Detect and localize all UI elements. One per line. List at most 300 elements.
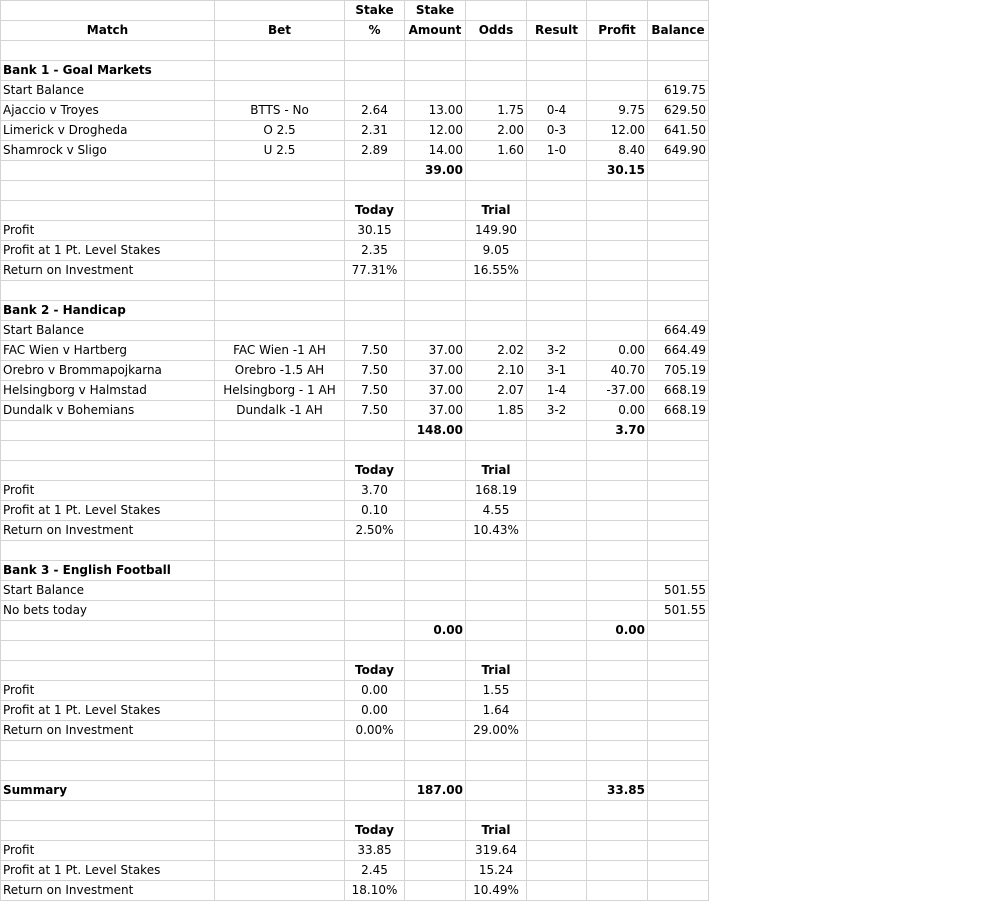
- sheet-cell[interactable]: [345, 281, 405, 301]
- sheet-cell[interactable]: Dundalk v Bohemians: [1, 401, 215, 421]
- sheet-cell[interactable]: [587, 521, 648, 541]
- sheet-cell[interactable]: [587, 661, 648, 681]
- sheet-cell[interactable]: [587, 321, 648, 341]
- sheet-cell[interactable]: [587, 41, 648, 61]
- sheet-cell[interactable]: Profit: [1, 481, 215, 501]
- sheet-cell[interactable]: 168.19: [466, 481, 527, 501]
- sheet-cell[interactable]: [527, 321, 587, 341]
- sheet-cell[interactable]: 37.00: [405, 401, 466, 421]
- sheet-cell[interactable]: Odds: [466, 21, 527, 41]
- sheet-cell[interactable]: 0-3: [527, 121, 587, 141]
- sheet-cell[interactable]: [215, 161, 345, 181]
- sheet-cell[interactable]: 12.00: [405, 121, 466, 141]
- sheet-cell[interactable]: [466, 161, 527, 181]
- sheet-cell[interactable]: 2.31: [345, 121, 405, 141]
- sheet-cell[interactable]: [587, 1, 648, 21]
- sheet-cell[interactable]: [215, 41, 345, 61]
- sheet-cell[interactable]: [587, 281, 648, 301]
- sheet-cell[interactable]: [215, 861, 345, 881]
- sheet-cell[interactable]: 39.00: [405, 161, 466, 181]
- sheet-cell[interactable]: 77.31%: [345, 261, 405, 281]
- sheet-cell[interactable]: [466, 781, 527, 801]
- sheet-cell[interactable]: [466, 601, 527, 621]
- sheet-cell[interactable]: [466, 621, 527, 641]
- sheet-cell[interactable]: 149.90: [466, 221, 527, 241]
- sheet-cell[interactable]: Today: [345, 661, 405, 681]
- sheet-cell[interactable]: [215, 81, 345, 101]
- sheet-cell[interactable]: [1, 821, 215, 841]
- sheet-cell[interactable]: 7.50: [345, 341, 405, 361]
- sheet-cell[interactable]: Today: [345, 201, 405, 221]
- sheet-cell[interactable]: [587, 701, 648, 721]
- sheet-cell[interactable]: [466, 421, 527, 441]
- sheet-cell[interactable]: 30.15: [587, 161, 648, 181]
- sheet-cell[interactable]: 501.55: [648, 581, 709, 601]
- sheet-cell[interactable]: 37.00: [405, 341, 466, 361]
- sheet-cell[interactable]: 33.85: [587, 781, 648, 801]
- sheet-cell[interactable]: [215, 601, 345, 621]
- sheet-cell[interactable]: 3-2: [527, 341, 587, 361]
- sheet-cell[interactable]: [405, 261, 466, 281]
- sheet-cell[interactable]: [345, 421, 405, 441]
- sheet-cell[interactable]: 0.00%: [345, 721, 405, 741]
- sheet-cell[interactable]: 12.00: [587, 121, 648, 141]
- sheet-cell[interactable]: 29.00%: [466, 721, 527, 741]
- sheet-cell[interactable]: 649.90: [648, 141, 709, 161]
- sheet-cell[interactable]: [527, 601, 587, 621]
- sheet-cell[interactable]: Orebro v Brommapojkarna: [1, 361, 215, 381]
- sheet-cell[interactable]: [405, 241, 466, 261]
- sheet-cell[interactable]: [215, 61, 345, 81]
- sheet-cell[interactable]: [215, 561, 345, 581]
- sheet-cell[interactable]: [405, 681, 466, 701]
- sheet-cell[interactable]: 2.35: [345, 241, 405, 261]
- sheet-cell[interactable]: 30.15: [345, 221, 405, 241]
- sheet-cell[interactable]: 1.64: [466, 701, 527, 721]
- sheet-cell[interactable]: [527, 81, 587, 101]
- sheet-cell[interactable]: [527, 701, 587, 721]
- sheet-cell[interactable]: [345, 61, 405, 81]
- sheet-cell[interactable]: [215, 821, 345, 841]
- sheet-cell[interactable]: [466, 81, 527, 101]
- sheet-cell[interactable]: Return on Investment: [1, 261, 215, 281]
- sheet-cell[interactable]: 7.50: [345, 401, 405, 421]
- sheet-cell[interactable]: -37.00: [587, 381, 648, 401]
- sheet-cell[interactable]: [405, 741, 466, 761]
- sheet-cell[interactable]: 2.45: [345, 861, 405, 881]
- sheet-cell[interactable]: [587, 721, 648, 741]
- sheet-cell[interactable]: [527, 861, 587, 881]
- sheet-cell[interactable]: [527, 661, 587, 681]
- sheet-cell[interactable]: [405, 641, 466, 661]
- sheet-cell[interactable]: [345, 761, 405, 781]
- sheet-cell[interactable]: [648, 641, 709, 661]
- sheet-cell[interactable]: [648, 881, 709, 901]
- sheet-cell[interactable]: [1, 161, 215, 181]
- sheet-cell[interactable]: 619.75: [648, 81, 709, 101]
- sheet-cell[interactable]: [527, 461, 587, 481]
- sheet-cell[interactable]: [466, 301, 527, 321]
- sheet-cell[interactable]: [215, 841, 345, 861]
- sheet-cell[interactable]: [527, 641, 587, 661]
- sheet-cell[interactable]: Trial: [466, 661, 527, 681]
- sheet-cell[interactable]: [527, 741, 587, 761]
- sheet-cell[interactable]: [527, 221, 587, 241]
- sheet-cell[interactable]: [405, 521, 466, 541]
- sheet-cell[interactable]: 0.00: [345, 681, 405, 701]
- sheet-cell[interactable]: [527, 1, 587, 21]
- sheet-cell[interactable]: Summary: [1, 781, 215, 801]
- sheet-cell[interactable]: [527, 881, 587, 901]
- sheet-cell[interactable]: [466, 281, 527, 301]
- sheet-cell[interactable]: [215, 661, 345, 681]
- sheet-cell[interactable]: [1, 1, 215, 21]
- sheet-cell[interactable]: [345, 561, 405, 581]
- sheet-cell[interactable]: [345, 581, 405, 601]
- sheet-cell[interactable]: Return on Investment: [1, 521, 215, 541]
- sheet-cell[interactable]: [527, 261, 587, 281]
- sheet-cell[interactable]: [587, 461, 648, 481]
- sheet-cell[interactable]: 3-2: [527, 401, 587, 421]
- sheet-cell[interactable]: [587, 261, 648, 281]
- sheet-cell[interactable]: [405, 461, 466, 481]
- sheet-cell[interactable]: [587, 561, 648, 581]
- sheet-cell[interactable]: [648, 521, 709, 541]
- sheet-cell[interactable]: Bet: [215, 21, 345, 41]
- sheet-cell[interactable]: [215, 701, 345, 721]
- sheet-cell[interactable]: [215, 621, 345, 641]
- sheet-cell[interactable]: [587, 441, 648, 461]
- sheet-cell[interactable]: [405, 221, 466, 241]
- sheet-cell[interactable]: [215, 461, 345, 481]
- sheet-cell[interactable]: [466, 741, 527, 761]
- sheet-cell[interactable]: [648, 281, 709, 301]
- sheet-cell[interactable]: [648, 721, 709, 741]
- sheet-cell[interactable]: [648, 821, 709, 841]
- sheet-cell[interactable]: [527, 61, 587, 81]
- sheet-cell[interactable]: 10.49%: [466, 881, 527, 901]
- sheet-cell[interactable]: [405, 41, 466, 61]
- sheet-cell[interactable]: [466, 321, 527, 341]
- sheet-cell[interactable]: Bank 3 - English Football: [1, 561, 215, 581]
- sheet-cell[interactable]: 187.00: [405, 781, 466, 801]
- sheet-cell[interactable]: [1, 801, 215, 821]
- sheet-cell[interactable]: 3.70: [345, 481, 405, 501]
- sheet-cell[interactable]: [648, 661, 709, 681]
- sheet-cell[interactable]: 13.00: [405, 101, 466, 121]
- sheet-cell[interactable]: Profit at 1 Pt. Level Stakes: [1, 861, 215, 881]
- sheet-cell[interactable]: [215, 501, 345, 521]
- sheet-cell[interactable]: [345, 781, 405, 801]
- sheet-cell[interactable]: [215, 761, 345, 781]
- sheet-cell[interactable]: %: [345, 21, 405, 41]
- sheet-cell[interactable]: [405, 181, 466, 201]
- sheet-cell[interactable]: Profit: [1, 841, 215, 861]
- sheet-cell[interactable]: Helsingborg - 1 AH: [215, 381, 345, 401]
- sheet-cell[interactable]: [587, 601, 648, 621]
- sheet-cell[interactable]: 2.50%: [345, 521, 405, 541]
- sheet-cell[interactable]: [215, 481, 345, 501]
- sheet-cell[interactable]: Bank 1 - Goal Markets: [1, 61, 215, 81]
- sheet-cell[interactable]: 668.19: [648, 401, 709, 421]
- sheet-cell[interactable]: 0.00: [587, 401, 648, 421]
- sheet-cell[interactable]: 319.64: [466, 841, 527, 861]
- sheet-cell[interactable]: [648, 621, 709, 641]
- sheet-cell[interactable]: O 2.5: [215, 121, 345, 141]
- sheet-cell[interactable]: [527, 801, 587, 821]
- sheet-cell[interactable]: Return on Investment: [1, 881, 215, 901]
- sheet-cell[interactable]: 7.50: [345, 381, 405, 401]
- sheet-cell[interactable]: [648, 681, 709, 701]
- sheet-cell[interactable]: [648, 781, 709, 801]
- sheet-cell[interactable]: [405, 561, 466, 581]
- sheet-cell[interactable]: [405, 581, 466, 601]
- sheet-cell[interactable]: [587, 221, 648, 241]
- sheet-cell[interactable]: [587, 241, 648, 261]
- sheet-cell[interactable]: 1.60: [466, 141, 527, 161]
- sheet-cell[interactable]: [1, 621, 215, 641]
- sheet-cell[interactable]: [1, 661, 215, 681]
- sheet-cell[interactable]: [527, 481, 587, 501]
- sheet-cell[interactable]: [527, 181, 587, 201]
- sheet-cell[interactable]: [527, 41, 587, 61]
- sheet-cell[interactable]: [405, 821, 466, 841]
- sheet-cell[interactable]: [405, 881, 466, 901]
- sheet-cell[interactable]: [648, 41, 709, 61]
- sheet-cell[interactable]: Profit: [1, 221, 215, 241]
- sheet-cell[interactable]: [527, 281, 587, 301]
- sheet-cell[interactable]: [648, 501, 709, 521]
- sheet-cell[interactable]: [1, 461, 215, 481]
- sheet-cell[interactable]: 15.24: [466, 861, 527, 881]
- sheet-cell[interactable]: 3-1: [527, 361, 587, 381]
- sheet-cell[interactable]: [648, 861, 709, 881]
- sheet-cell[interactable]: [527, 521, 587, 541]
- sheet-cell[interactable]: [466, 541, 527, 561]
- sheet-cell[interactable]: [1, 541, 215, 561]
- sheet-cell[interactable]: 0-4: [527, 101, 587, 121]
- sheet-cell[interactable]: [527, 561, 587, 581]
- sheet-cell[interactable]: [648, 461, 709, 481]
- sheet-cell[interactable]: Today: [345, 461, 405, 481]
- sheet-cell[interactable]: [527, 721, 587, 741]
- sheet-cell[interactable]: 0.00: [345, 701, 405, 721]
- sheet-cell[interactable]: [466, 441, 527, 461]
- sheet-cell[interactable]: [1, 181, 215, 201]
- sheet-cell[interactable]: [405, 321, 466, 341]
- sheet-cell[interactable]: [215, 421, 345, 441]
- sheet-cell[interactable]: 501.55: [648, 601, 709, 621]
- sheet-cell[interactable]: [405, 701, 466, 721]
- sheet-cell[interactable]: [405, 81, 466, 101]
- sheet-cell[interactable]: [527, 301, 587, 321]
- sheet-cell[interactable]: [648, 481, 709, 501]
- sheet-cell[interactable]: 3.70: [587, 421, 648, 441]
- sheet-cell[interactable]: [215, 1, 345, 21]
- sheet-cell[interactable]: [466, 561, 527, 581]
- sheet-cell[interactable]: Profit: [1, 681, 215, 701]
- sheet-cell[interactable]: [527, 821, 587, 841]
- sheet-cell[interactable]: Stake: [405, 1, 466, 21]
- sheet-cell[interactable]: No bets today: [1, 601, 215, 621]
- sheet-cell[interactable]: Trial: [466, 461, 527, 481]
- sheet-cell[interactable]: [587, 681, 648, 701]
- sheet-cell[interactable]: [345, 161, 405, 181]
- sheet-cell[interactable]: 2.02: [466, 341, 527, 361]
- sheet-cell[interactable]: [587, 841, 648, 861]
- sheet-cell[interactable]: Profit at 1 Pt. Level Stakes: [1, 501, 215, 521]
- sheet-cell[interactable]: [405, 541, 466, 561]
- sheet-cell[interactable]: Profit at 1 Pt. Level Stakes: [1, 241, 215, 261]
- sheet-cell[interactable]: [466, 801, 527, 821]
- sheet-cell[interactable]: [215, 241, 345, 261]
- sheet-cell[interactable]: [648, 241, 709, 261]
- sheet-cell[interactable]: [215, 301, 345, 321]
- sheet-cell[interactable]: 37.00: [405, 381, 466, 401]
- sheet-cell[interactable]: 0.10: [345, 501, 405, 521]
- sheet-cell[interactable]: 668.19: [648, 381, 709, 401]
- sheet-cell[interactable]: [345, 321, 405, 341]
- sheet-cell[interactable]: [648, 261, 709, 281]
- sheet-cell[interactable]: Shamrock v Sligo: [1, 141, 215, 161]
- sheet-cell[interactable]: [587, 641, 648, 661]
- sheet-cell[interactable]: [405, 861, 466, 881]
- sheet-cell[interactable]: [648, 221, 709, 241]
- sheet-cell[interactable]: [215, 261, 345, 281]
- sheet-cell[interactable]: Start Balance: [1, 581, 215, 601]
- sheet-cell[interactable]: [527, 581, 587, 601]
- sheet-cell[interactable]: FAC Wien v Hartberg: [1, 341, 215, 361]
- sheet-cell[interactable]: [466, 181, 527, 201]
- sheet-cell[interactable]: [345, 41, 405, 61]
- sheet-cell[interactable]: [215, 281, 345, 301]
- sheet-cell[interactable]: [527, 541, 587, 561]
- sheet-cell[interactable]: 2.89: [345, 141, 405, 161]
- sheet-cell[interactable]: Dundalk -1 AH: [215, 401, 345, 421]
- sheet-cell[interactable]: [466, 61, 527, 81]
- sheet-cell[interactable]: [648, 441, 709, 461]
- sheet-cell[interactable]: [648, 801, 709, 821]
- sheet-cell[interactable]: 1.85: [466, 401, 527, 421]
- sheet-cell[interactable]: [587, 501, 648, 521]
- sheet-cell[interactable]: [587, 801, 648, 821]
- sheet-cell[interactable]: [648, 1, 709, 21]
- sheet-cell[interactable]: Bank 2 - Handicap: [1, 301, 215, 321]
- sheet-cell[interactable]: [215, 441, 345, 461]
- sheet-cell[interactable]: [405, 481, 466, 501]
- sheet-cell[interactable]: [466, 41, 527, 61]
- sheet-cell[interactable]: [527, 781, 587, 801]
- sheet-cell[interactable]: [527, 441, 587, 461]
- sheet-cell[interactable]: U 2.5: [215, 141, 345, 161]
- sheet-cell[interactable]: [587, 181, 648, 201]
- sheet-cell[interactable]: [215, 641, 345, 661]
- sheet-cell[interactable]: 9.75: [587, 101, 648, 121]
- sheet-cell[interactable]: [345, 181, 405, 201]
- sheet-cell[interactable]: [587, 581, 648, 601]
- sheet-cell[interactable]: [466, 641, 527, 661]
- sheet-cell[interactable]: [405, 301, 466, 321]
- sheet-cell[interactable]: [587, 301, 648, 321]
- sheet-cell[interactable]: 2.64: [345, 101, 405, 121]
- sheet-cell[interactable]: Match: [1, 21, 215, 41]
- sheet-cell[interactable]: [405, 61, 466, 81]
- sheet-cell[interactable]: [648, 541, 709, 561]
- sheet-cell[interactable]: 2.07: [466, 381, 527, 401]
- sheet-cell[interactable]: 14.00: [405, 141, 466, 161]
- sheet-cell[interactable]: [215, 741, 345, 761]
- sheet-cell[interactable]: [587, 741, 648, 761]
- sheet-cell[interactable]: [527, 201, 587, 221]
- sheet-cell[interactable]: [405, 281, 466, 301]
- sheet-cell[interactable]: [648, 761, 709, 781]
- sheet-cell[interactable]: [527, 681, 587, 701]
- sheet-cell[interactable]: [466, 1, 527, 21]
- sheet-cell[interactable]: [1, 281, 215, 301]
- sheet-cell[interactable]: [587, 81, 648, 101]
- sheet-cell[interactable]: 1.75: [466, 101, 527, 121]
- sheet-cell[interactable]: [587, 761, 648, 781]
- sheet-cell[interactable]: [527, 761, 587, 781]
- sheet-cell[interactable]: [587, 861, 648, 881]
- sheet-cell[interactable]: FAC Wien -1 AH: [215, 341, 345, 361]
- sheet-cell[interactable]: Amount: [405, 21, 466, 41]
- sheet-cell[interactable]: Orebro -1.5 AH: [215, 361, 345, 381]
- sheet-cell[interactable]: 7.50: [345, 361, 405, 381]
- sheet-cell[interactable]: Balance: [648, 21, 709, 41]
- sheet-cell[interactable]: [345, 741, 405, 761]
- sheet-cell[interactable]: 641.50: [648, 121, 709, 141]
- sheet-cell[interactable]: [215, 801, 345, 821]
- sheet-cell[interactable]: [648, 701, 709, 721]
- sheet-cell[interactable]: 9.05: [466, 241, 527, 261]
- sheet-cell[interactable]: Result: [527, 21, 587, 41]
- sheet-cell[interactable]: [215, 541, 345, 561]
- sheet-cell[interactable]: [527, 501, 587, 521]
- sheet-cell[interactable]: [345, 81, 405, 101]
- sheet-cell[interactable]: [215, 321, 345, 341]
- sheet-cell[interactable]: [405, 201, 466, 221]
- sheet-cell[interactable]: [1, 201, 215, 221]
- sheet-cell[interactable]: Trial: [466, 201, 527, 221]
- sheet-cell[interactable]: Stake: [345, 1, 405, 21]
- sheet-cell[interactable]: [405, 501, 466, 521]
- sheet-cell[interactable]: [1, 441, 215, 461]
- sheet-cell[interactable]: [527, 421, 587, 441]
- sheet-cell[interactable]: [345, 301, 405, 321]
- sheet-cell[interactable]: 0.00: [405, 621, 466, 641]
- sheet-cell[interactable]: [648, 741, 709, 761]
- sheet-cell[interactable]: 1.55: [466, 681, 527, 701]
- sheet-cell[interactable]: [648, 561, 709, 581]
- sheet-cell[interactable]: Profit: [587, 21, 648, 41]
- sheet-cell[interactable]: [587, 61, 648, 81]
- sheet-cell[interactable]: [466, 761, 527, 781]
- sheet-cell[interactable]: 1-0: [527, 141, 587, 161]
- sheet-cell[interactable]: 0.00: [587, 621, 648, 641]
- sheet-cell[interactable]: [587, 821, 648, 841]
- sheet-cell[interactable]: [648, 301, 709, 321]
- sheet-cell[interactable]: 10.43%: [466, 521, 527, 541]
- sheet-cell[interactable]: [1, 41, 215, 61]
- sheet-cell[interactable]: [466, 581, 527, 601]
- sheet-cell[interactable]: [345, 541, 405, 561]
- sheet-cell[interactable]: [1, 761, 215, 781]
- sheet-cell[interactable]: Limerick v Drogheda: [1, 121, 215, 141]
- sheet-cell[interactable]: [405, 601, 466, 621]
- sheet-cell[interactable]: [215, 881, 345, 901]
- sheet-cell[interactable]: Ajaccio v Troyes: [1, 101, 215, 121]
